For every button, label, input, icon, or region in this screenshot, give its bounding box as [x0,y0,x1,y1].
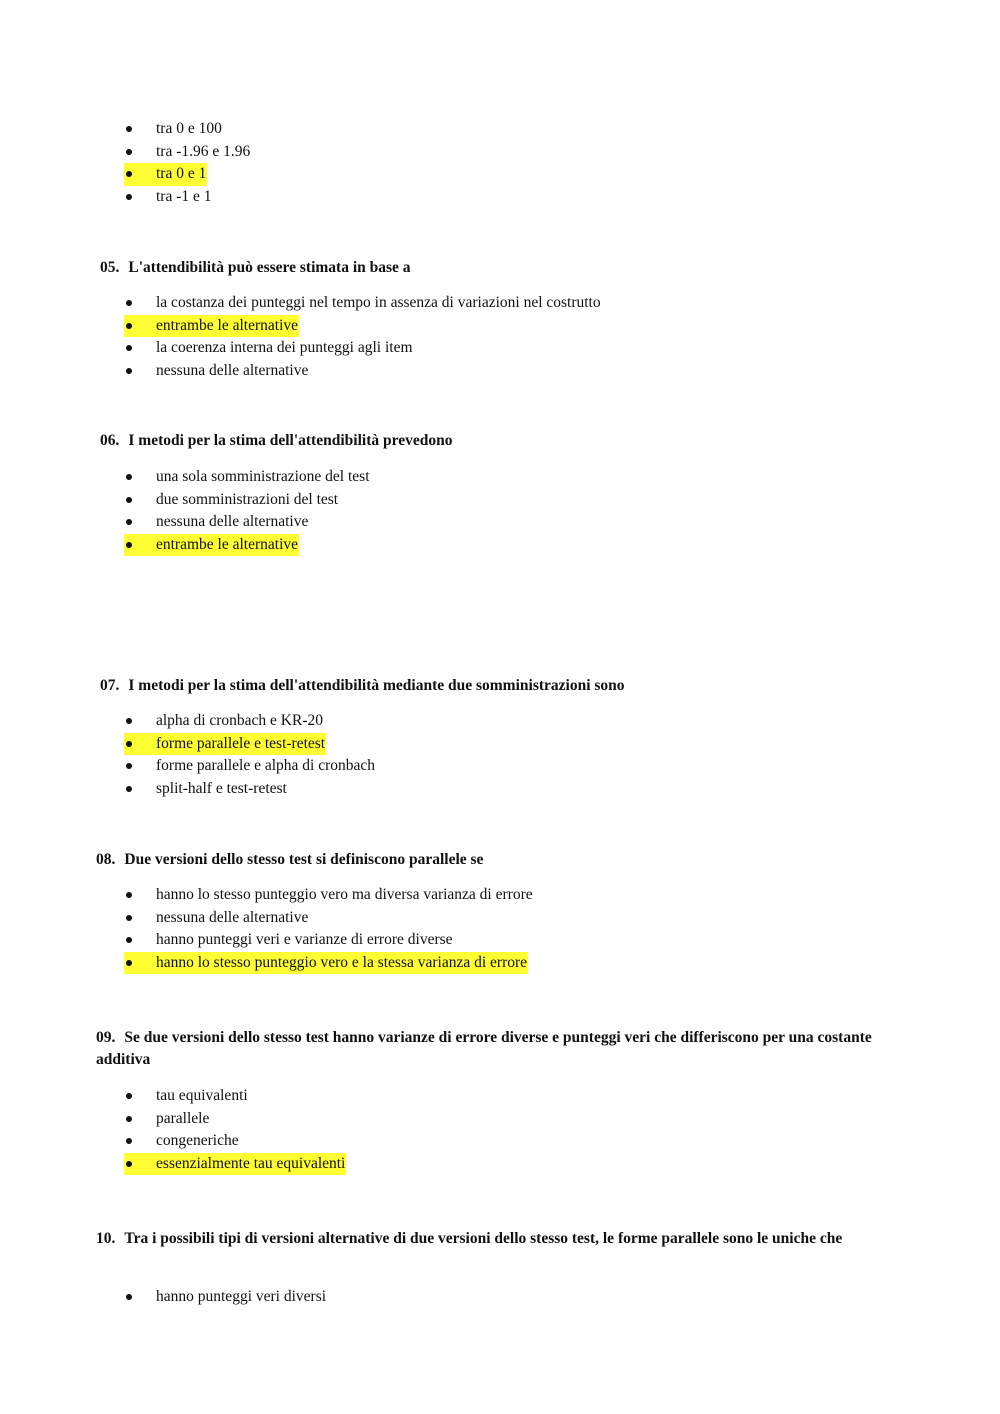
question-title [100,430,900,452]
bullet-icon [124,952,156,975]
question-text: I metodi per la stima dell'attendibilità prevedono [128,432,453,449]
question-title [96,849,896,871]
question-number: 10. [96,1230,116,1247]
bullet-icon [124,489,156,512]
bullet-icon [124,511,156,534]
bullet-icon [124,778,156,801]
bullet-icon [124,1085,156,1108]
bullet-icon [124,292,156,315]
bullet-icon [124,360,156,383]
bullet-icon [124,710,156,733]
bullet-icon [124,929,156,952]
bullet-icon [124,141,156,164]
question-title [100,675,900,697]
bullet-icon [124,733,156,756]
bullet-icon [124,1130,156,1153]
question-number: 07. [100,677,120,694]
question-number: 09. [96,1029,116,1046]
question-text: I metodi per la stima dell'attendibilità mediante due somministrazioni sono [128,677,625,694]
bullet-icon [124,534,156,557]
bullet-icon [124,315,156,338]
bullet-icon [124,118,156,141]
question-title [96,1027,896,1071]
document-page: tra 0 e 100 tra -1.96 e 1.96 tra 0 e 1 tra -1 e 1 05. L'attendibilità può essere stimata in base a la costanza dei punteggi nel tempo in assenza di variazioni nel costrutto entrambe le alternative la coerenza interna dei punteggi agli item nessuna delle alternative 06. I metodi per la stima dell'attendibilità prevedono una sola somministrazione del test due somministrazioni del test nessuna delle alternative entrambe le alternative 07. I metodi per la stima dell'attendibilità mediante due somministrazioni sono alpha di cronbach e KR-20 forme parallele e test-retest forme parallele e alpha di cronbach split-half e test-retest 08. Due versioni dello stesso test si definiscono parallele se hanno lo stesso punteggio vero ma diversa varianza di errore nessuna delle alternative hanno punteggi veri e varianze di errore diverse hanno lo stesso punteggio vero e la stessa varianza di errore 09. Se due versioni dello stesso test hanno varianze di errore diverse e punteggi veri che differiscono per una costante additiva tau equivalenti parallele congeneriche essenzialmente tau equivalenti 10. Tra i possibili tipi di versioni alternative di due versioni dello stesso test, le forme parallele sono le uniche che hanno punteggi veri diversi [0,0,1000,1414]
bullet-icon [124,755,156,778]
question-text: Se due versioni dello stesso test hanno varianze di errore diverse e punteggi veri che differiscono per una costante additiva [96,1029,872,1068]
bullet-icon [124,466,156,489]
question-text: Tra i possibili tipi di versioni alternative di due versioni dello stesso test, le forme parallele sono le uniche che [124,1230,843,1247]
bullet-icon [124,884,156,907]
bullet-icon [124,1286,156,1309]
question-number: 06. [100,432,120,449]
question-title [100,257,900,279]
bullet-icon [124,337,156,360]
bullet-icon [124,186,156,209]
question-title [96,1228,896,1250]
question-text: L'attendibilità può essere stimata in base a [128,259,411,276]
question-number: 08. [96,851,116,868]
bullet-icon [124,163,156,186]
bullet-icon [124,1108,156,1131]
question-number: 05. [100,259,120,276]
bullet-icon [124,907,156,930]
question-text: Due versioni dello stesso test si definiscono parallele se [124,851,484,868]
bullet-icon [124,1153,156,1176]
